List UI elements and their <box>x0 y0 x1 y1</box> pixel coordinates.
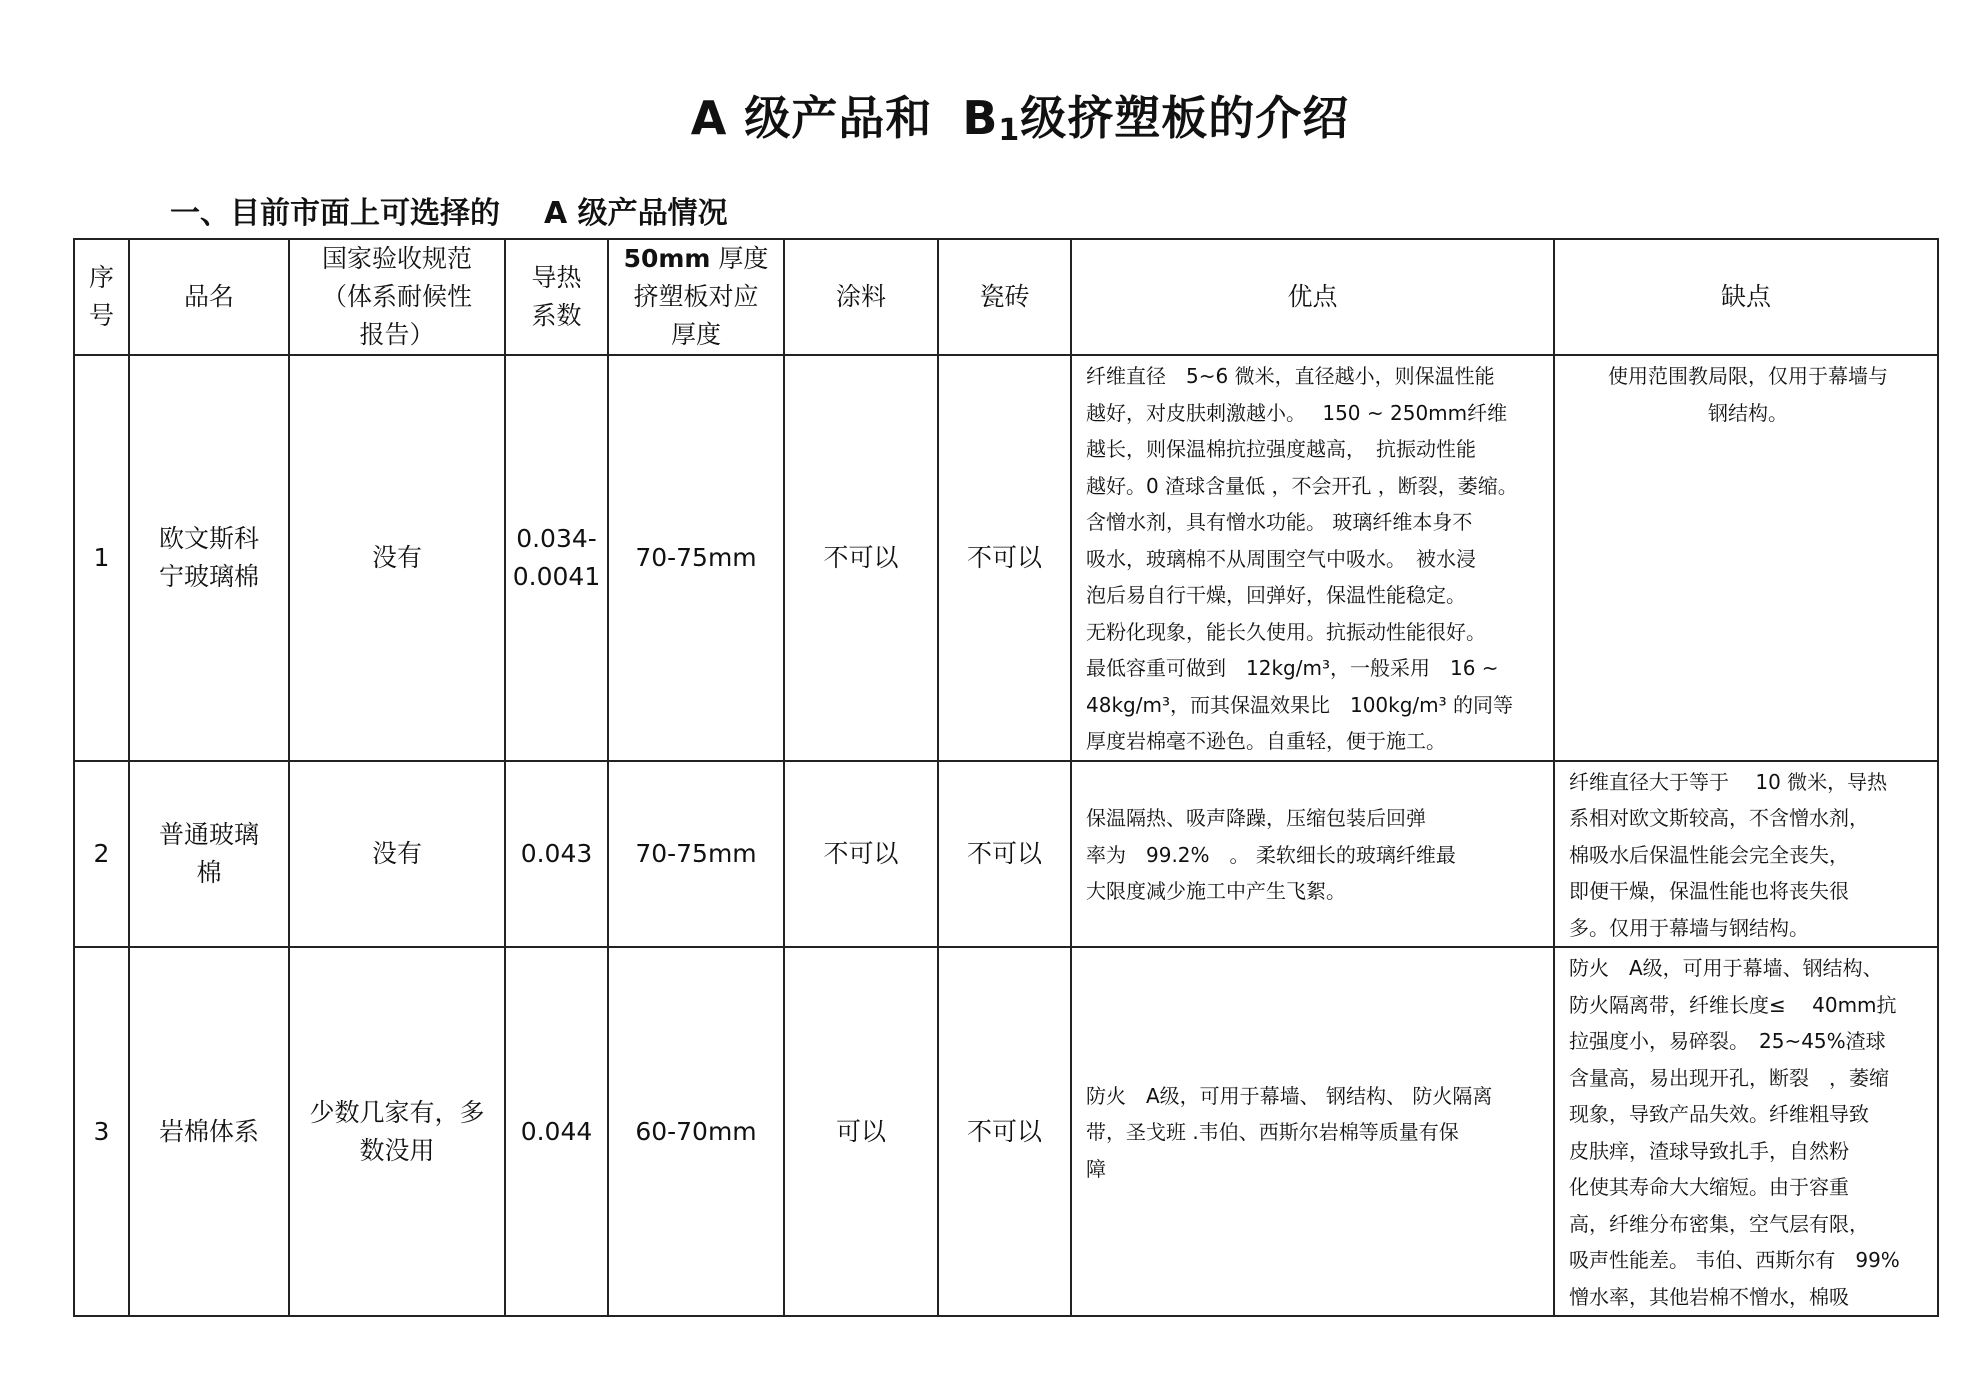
row-conductivity: 0.034- 0.0041 <box>505 355 608 761</box>
title-suffix: 级挤塑板的介绍 <box>1020 91 1350 145</box>
row-name: 普通玻璃 棉 <box>129 761 289 948</box>
row-no: 2 <box>74 761 129 948</box>
header-cons: 缺点 <box>1554 239 1938 355</box>
header-pros: 优点 <box>1071 239 1554 355</box>
header-coating: 涂料 <box>784 239 938 355</box>
row-tile: 不可以 <box>938 761 1071 948</box>
row-coating: 不可以 <box>784 761 938 948</box>
header-thickness <box>608 239 784 355</box>
header-thickness-text: 厚度 挤塑板对应 厚度 <box>633 244 769 349</box>
section-prefix: 一、目前市面上可选择的 <box>170 196 500 231</box>
header-row <box>74 239 1938 355</box>
row-thickness: 60-70mm <box>608 947 784 1316</box>
row-pros: 保温隔热、吸声降躁，压缩包装后回弹 率为 99.2% 。 柔软细长的玻璃纤维最 大限度减少施工中产生飞絮。 <box>1071 761 1554 948</box>
row-spec: 少数几家有，多 数没用 <box>289 947 505 1316</box>
title-subscript: 1 <box>998 113 1021 148</box>
row-thickness: 70-75mm <box>608 355 784 761</box>
header-spec: 国家验收规范 （体系耐候性 报告） <box>289 239 505 355</box>
section-a-level: A 级产品情况 <box>544 196 728 231</box>
row-cons: 使用范围教局限，仅用于幕墙与 钢结构。 <box>1554 355 1938 761</box>
page-title <box>0 82 1973 148</box>
table-row <box>74 947 1938 1316</box>
row-no: 1 <box>74 355 129 761</box>
row-coating: 不可以 <box>784 355 938 761</box>
header-tile: 瓷砖 <box>938 239 1071 355</box>
row-name: 欧文斯科 宁玻璃棉 <box>129 355 289 761</box>
row-conductivity: 0.044 <box>505 947 608 1316</box>
row-spec: 没有 <box>289 355 505 761</box>
row-pros: 防火 A级，可用于幕墙、 钢结构、 防火隔离 带，圣戈班 .韦伯、西斯尔岩棉等质量有保 障 <box>1071 947 1554 1316</box>
row-tile: 不可以 <box>938 947 1071 1316</box>
header-conductivity: 导热 系数 <box>505 239 608 355</box>
table-row <box>74 355 1938 761</box>
row-name: 岩棉体系 <box>129 947 289 1316</box>
title-b: B <box>962 91 999 145</box>
row-pros: 纤维直径 5~6 微米，直径越小，则保温性能 越好，对皮肤刺激越小。 150 ~ 250mm纤维 越长，则保温棉抗拉强度越高， 抗振动性能 越好。0 渣球含量低 ，不会开孔 ，断裂，萎缩。 含憎水剂，具有憎水功能。 玻璃纤维本身不 吸水，玻璃棉不从周围空气中吸水。 被水浸 泡后易自行干燥，回弹好，保温性能稳定。 无粉化现象，能长久使用。抗振动性能很好。 最低容重可做到 12kg/m³，一般采用 16 ~ 48kg/m³，而其保温效果比 100kg/m³ 的同等 厚度岩棉毫不逊色。自重轻，便于施工。 <box>1071 355 1554 761</box>
row-no: 3 <box>74 947 129 1316</box>
row-conductivity: 0.043 <box>505 761 608 948</box>
header-no: 序 号 <box>74 239 129 355</box>
title-prefix: A 级产品和 <box>690 91 933 145</box>
row-spec: 没有 <box>289 761 505 948</box>
header-name: 品名 <box>129 239 289 355</box>
row-tile: 不可以 <box>938 355 1071 761</box>
row-coating: 可以 <box>784 947 938 1316</box>
section-heading <box>170 188 728 232</box>
row-cons: 纤维直径大于等于 10 微米，导热 系相对欧文斯较高，不含憎水剂， 棉吸水后保温性能会完全丧失， 即便干燥，保温性能也将丧失很 多。仅用于幕墙与钢结构。 <box>1554 761 1938 948</box>
table-row <box>74 761 1938 948</box>
row-thickness: 70-75mm <box>608 761 784 948</box>
product-table <box>73 238 1939 1317</box>
header-thickness-bold: 50mm <box>623 244 711 273</box>
row-cons: 防火 A级，可用于幕墙、钢结构、 防火隔离带，纤维长度≤ 40mm抗 拉强度小，易碎裂。 25~45%渣球 含量高，易出现开孔，断裂 ，萎缩 现象，导致产品失效。纤维粗导致 皮肤痒，渣球导致扎手，自然粉 化使其寿命大大缩短。由于容重 高，纤维分布密集，空气层有限， 吸声性能差。 韦伯、西斯尔有 99% 憎水率，其他岩棉不憎水，棉吸 <box>1554 947 1938 1316</box>
